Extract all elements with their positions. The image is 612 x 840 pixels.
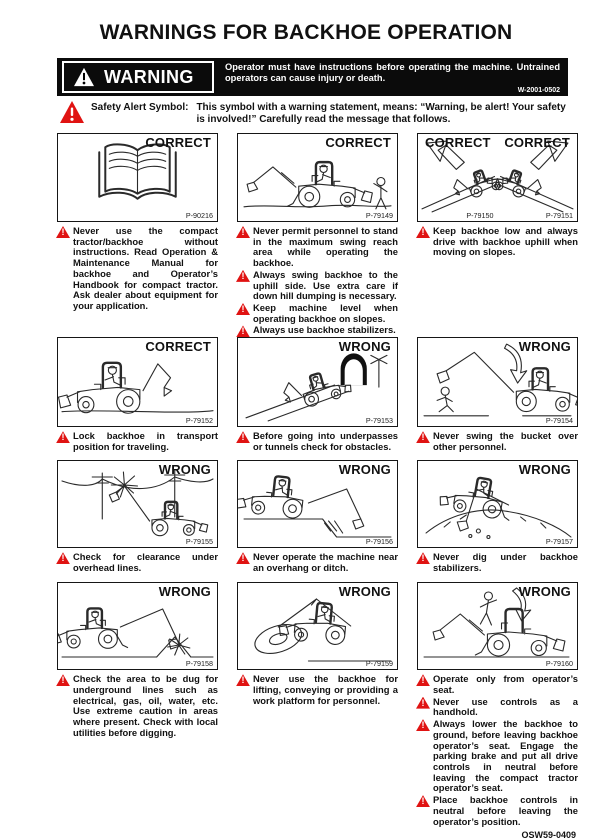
warning-bullet: [237, 674, 398, 706]
panel-verdict-labels: [418, 135, 577, 150]
panel-caption: [237, 431, 398, 452]
photo-code: P-79158: [185, 659, 213, 669]
alert-triangle-icon: [56, 552, 70, 564]
panel-caption: [57, 431, 218, 452]
warning-panel-10: [57, 582, 218, 739]
panel-image-box: [57, 133, 218, 222]
panel-photo-codes: [418, 659, 577, 669]
panel-row-1: [57, 133, 579, 337]
panel-verdict-labels: [58, 135, 217, 150]
warning-bullet-text: Lock backhoe in transport position for traveling.: [73, 430, 218, 452]
panel-photo-codes: [418, 537, 577, 547]
safety-alert-label: Safety Alert Symbol:: [91, 102, 189, 113]
panel-verdict-labels: [238, 584, 397, 599]
panel-photo-codes: [58, 211, 217, 221]
panel-photo-codes: [58, 659, 217, 669]
panel-image-box: [237, 133, 398, 222]
panel-photo-codes: [58, 416, 217, 426]
panel-verdict-label: CORRECT: [504, 135, 570, 150]
panel-caption: [57, 226, 218, 312]
alert-triangle-icon: [416, 226, 430, 238]
warning-bullet: [417, 674, 578, 695]
warning-bullet-text: Before going into underpasses or tunnels check for obstacles.: [253, 430, 398, 452]
panel-verdict-label: WRONG: [518, 462, 571, 478]
panel-verdict-label: WRONG: [338, 462, 391, 478]
warning-bullet-text: Check for clearance under overhead lines.: [73, 551, 218, 573]
photo-code: P-79157: [545, 537, 573, 547]
photo-code: P-79160: [545, 659, 573, 669]
panel-verdict-labels: [58, 584, 217, 599]
warning-bullet-text: Always lower the backhoe to ground, before leaving backhoe operator’s seat. Engage the parking brake and put all drive controls in neutral before leaving the compact tractor operator’s seat.: [433, 718, 578, 794]
warning-panel-12: [417, 582, 578, 840]
alert-triangle-icon: [416, 674, 430, 686]
warning-panel-11: [237, 582, 398, 707]
warning-bullet: [417, 697, 578, 718]
panel-verdict-labels: [238, 135, 397, 150]
warning-panels-grid: [57, 133, 579, 840]
warning-bullet-text: Keep backhoe low and always drive with backhoe uphill when moving on slopes.: [433, 225, 578, 258]
panel-image-box: [57, 337, 218, 427]
safety-alert-text: This symbol with a warning statement, means: “Warning, be alert! Your safety is involved!” Carefully read the message that follows.: [196, 102, 566, 125]
warning-bullet-text: Never use the backhoe for lifting, conveying or providing a work platform for personnel.: [253, 673, 398, 706]
photo-code: P-90216: [185, 211, 213, 220]
warning-panel-8: [237, 460, 398, 574]
photo-code: P-79154: [545, 416, 573, 426]
warning-bullet: [57, 431, 218, 452]
warning-bullet: [417, 226, 578, 258]
warning-bullet: [237, 431, 398, 452]
panel-image-box: [57, 582, 218, 670]
panel-photo-codes: [238, 659, 397, 669]
panel-verdict-labels: [238, 462, 397, 477]
photo-code: P-79150: [466, 211, 494, 220]
warning-bullet: [417, 795, 578, 827]
photo-code: P-79153: [365, 416, 393, 426]
panel-row-2: [57, 337, 579, 460]
warning-bullet-text: Keep machine level when operating backhoe on slopes.: [253, 302, 398, 324]
panel-image-box: [417, 460, 578, 548]
panel-verdict-labels: [238, 339, 397, 354]
safety-alert-row: [57, 100, 571, 126]
panel-caption: [237, 226, 398, 336]
warning-bullet-text: Never operate the machine near an overhang or ditch.: [253, 551, 398, 573]
panel-verdict-label: WRONG: [158, 584, 211, 600]
warning-panel-5: [237, 337, 398, 453]
warning-bullet: [57, 552, 218, 573]
warning-bullet-text: Check the area to be dug for underground lines such as electrical, gas, oil, water, etc. Use extreme caution in areas where present. Check with local utilities before digging.: [73, 673, 218, 738]
warning-banner-code: W-2001-0502: [517, 87, 560, 94]
panel-verdict-label: CORRECT: [325, 135, 391, 150]
panel-verdict-labels: [418, 584, 577, 599]
warning-panel-9: [417, 460, 578, 574]
warning-bullet: [57, 226, 218, 312]
alert-triangle-icon: [236, 552, 250, 564]
panel-caption: [57, 674, 218, 738]
alert-triangle-icon: [416, 719, 430, 731]
warning-panel-3: [417, 133, 578, 259]
warning-panel-2: [237, 133, 398, 337]
warning-panel-1: [57, 133, 218, 313]
warning-bullet-text: Place backhoe controls in neutral before leaving the operator’s position.: [433, 794, 578, 827]
photo-code: P-79156: [365, 537, 393, 547]
warning-bullet: [237, 270, 398, 302]
page-footer-code: OSW59-0409: [521, 830, 576, 840]
panel-verdict-label: CORRECT: [145, 339, 211, 355]
panel-caption: [417, 431, 578, 452]
photo-code: P-79149: [365, 211, 393, 220]
panel-verdict-label: CORRECT: [145, 135, 211, 150]
panel-photo-codes: [238, 416, 397, 426]
warning-bullet: [417, 431, 578, 452]
photo-code: P-79159: [365, 659, 393, 669]
alert-triangle-icon: [56, 674, 70, 686]
alert-triangle-icon: [416, 697, 430, 709]
panel-verdict-label: WRONG: [338, 584, 391, 600]
alert-triangle-icon: [236, 674, 250, 686]
panel-image-box: [417, 337, 578, 427]
warning-bullet: [237, 303, 398, 324]
panel-verdict-labels: [58, 339, 217, 354]
panel-caption: [237, 552, 398, 573]
warning-panel-6: [417, 337, 578, 453]
warning-bullet-text: Operate only from operator’s seat.: [433, 673, 578, 695]
warning-bullet-text: Always use backhoe stabilizers.: [253, 324, 396, 336]
warning-bullet: [417, 552, 578, 573]
warning-bullet: [417, 719, 578, 794]
alert-triangle-icon: [416, 795, 430, 807]
panel-caption: [57, 552, 218, 573]
panel-verdict-labels: [58, 462, 217, 477]
warning-bullet-text: Never use controls as a handhold.: [433, 695, 578, 718]
alert-triangle-icon: [416, 552, 430, 564]
panel-image-box: [57, 460, 218, 548]
warning-bullet-text: Never use the compact tractor/backhoe without instructions. Read Operation & Maintenance Manual for backhoe and Operator’s Handbook for compact tractor. Ask dealer about equipment for your application.: [73, 225, 218, 312]
panel-verdict-label: WRONG: [518, 584, 571, 600]
photo-code: P-79151: [545, 211, 573, 220]
panel-image-box: [237, 337, 398, 427]
panel-image-box: [237, 582, 398, 670]
panel-photo-codes: [418, 211, 577, 221]
warning-bullet-text: Never dig under backhoe stabilizers.: [433, 551, 578, 573]
warning-banner-label: WARNING: [104, 66, 194, 87]
panel-verdict-label: CORRECT: [425, 135, 491, 150]
alert-triangle-icon: [416, 431, 430, 443]
warning-bullet-text: Always swing backhoe to the uphill side. Use extra care if down hill dumping is necessary.: [253, 268, 398, 302]
warning-panel-7: [57, 460, 218, 574]
warning-banner: [57, 58, 568, 96]
photo-code: P-79155: [185, 537, 213, 547]
alert-triangle-icon: [236, 325, 250, 337]
panel-image-box: [417, 133, 578, 222]
safety-alert-triangle-icon: [59, 100, 85, 124]
panel-caption: [417, 674, 578, 840]
panel-image-box: [417, 582, 578, 670]
panel-photo-codes: [418, 416, 577, 426]
alert-triangle-icon: [236, 303, 250, 315]
warning-triangle-icon: [73, 67, 95, 87]
photo-code: P-79152: [185, 416, 213, 426]
panel-verdict-label: WRONG: [338, 339, 391, 355]
warning-banner-text: Operator must have instructions before operating the machine. Untrained operators can cause injury or death.: [225, 62, 560, 84]
panel-photo-codes: [238, 211, 397, 221]
panel-caption: [417, 226, 578, 258]
panel-caption: [237, 674, 398, 706]
alert-triangle-icon: [236, 431, 250, 443]
alert-triangle-icon: [236, 226, 250, 238]
panel-verdict-label: WRONG: [158, 462, 211, 478]
panel-image-box: [237, 460, 398, 548]
alert-triangle-icon: [236, 270, 250, 282]
warning-bullet-text: Never swing the bucket over other personnel.: [433, 430, 578, 452]
panel-verdict-labels: [418, 339, 577, 354]
warning-bullet: [237, 325, 398, 336]
alert-triangle-icon: [56, 226, 70, 238]
panel-verdict-label: WRONG: [518, 339, 571, 355]
panel-row-4: [57, 582, 579, 840]
panel-caption: [417, 552, 578, 573]
panel-photo-codes: [58, 537, 217, 547]
page-title: WARNINGS FOR BACKHOE OPERATION: [99, 21, 513, 44]
warning-bullet: [57, 674, 218, 738]
warning-bullet-text: Never permit personnel to stand in the maximum swing reach area while operating the backhoe.: [253, 225, 398, 269]
warning-bullet: [237, 552, 398, 573]
panel-verdict-labels: [418, 462, 577, 477]
warning-bullet: [237, 226, 398, 269]
alert-triangle-icon: [56, 431, 70, 443]
panel-photo-codes: [238, 537, 397, 547]
warning-banner-signal: [62, 61, 214, 93]
warning-panel-4: [57, 337, 218, 453]
panel-row-3: [57, 460, 579, 582]
